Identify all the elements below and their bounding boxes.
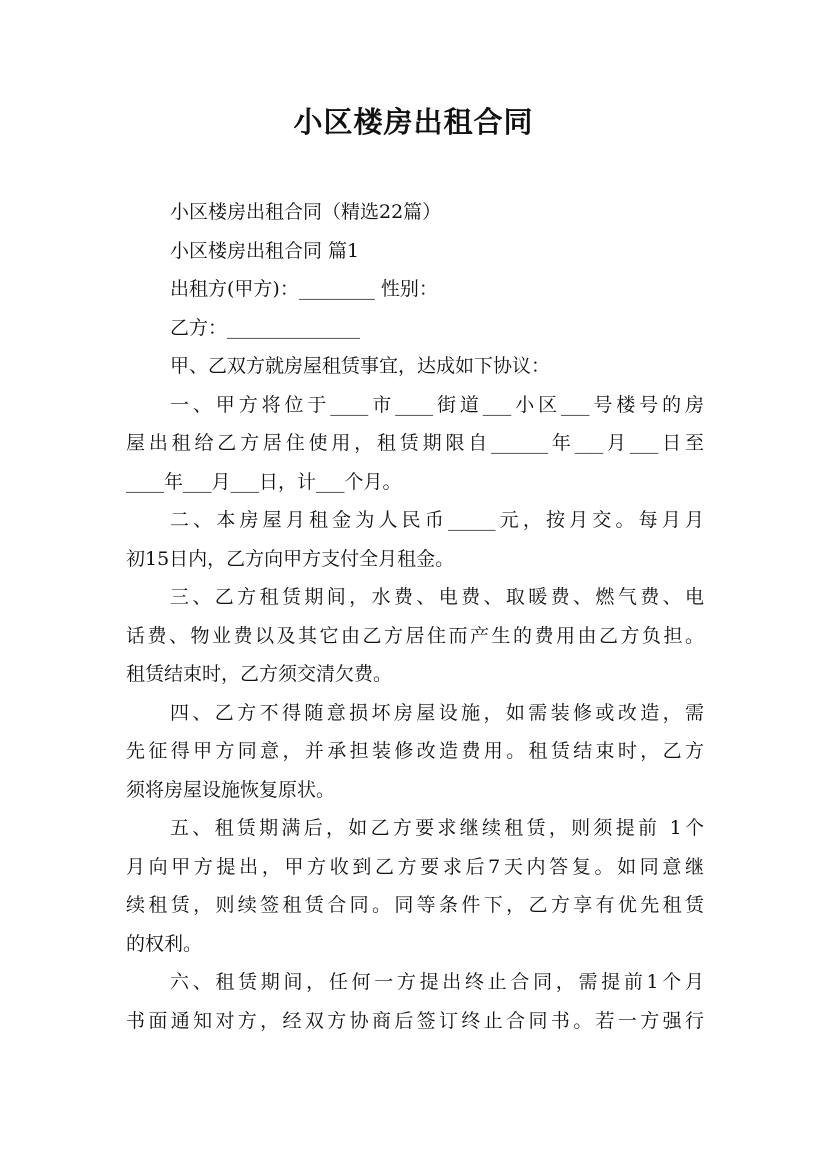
doc-line-clause-3-c: 租赁结束时，乙方须交清欠费。: [126, 663, 393, 685]
doc-line-clause-3-b: 话费、物业费以及其它由乙方居住而产生的费用由乙方负担。: [126, 624, 704, 647]
doc-line-clause-1-b: 屋出租给乙方居住使用，租赁期限自______年___月___日至: [126, 432, 704, 454]
doc-line-clause-4-a: 四、乙方不得随意损坏房屋设施，如需装修或改造，需: [170, 701, 704, 724]
doc-line-clause-5-b: 月向甲方提出，甲方收到乙方要求后7天内答复。如同意继: [126, 855, 704, 878]
doc-line-lessee: 乙方：______________: [170, 316, 361, 339]
doc-line-agreement-intro: 甲、乙双方就房屋租赁事宜，达成如下协议：: [170, 355, 551, 377]
doc-line-clause-3-a: 三、乙方租赁期间，水费、电费、取暖费、燃气费、电: [170, 586, 704, 608]
doc-line-clause-2-b: 初15日内，乙方向甲方支付全月租金。: [126, 547, 455, 570]
doc-line-clause-5-a: 五、租赁期满后，如乙方要求继续租赁，则须提前 1个: [170, 817, 704, 839]
doc-line-clause-4-b: 先征得甲方同意，并承担装修改造费用。租赁结束时，乙方: [126, 740, 704, 762]
document-title: 小区楼房出租合同: [293, 105, 534, 139]
doc-line-clause-2-a: 二、本房屋月租金为人民币_____元，按月交。每月月: [170, 509, 704, 531]
doc-line-clause-1-c: ____年___月___日，计___个月。: [126, 470, 402, 493]
doc-line-clause-1-a: 一、甲方将位于____市____街道___小区___号楼号的房: [170, 393, 704, 416]
doc-line-section-heading: 小区楼房出租合同 篇1: [170, 239, 360, 262]
doc-line-clause-6-b: 书面通知对方，经双方协商后签订终止合同书。若一方强行: [126, 1009, 704, 1032]
doc-line-clause-5-c: 续租赁，则续签租赁合同。同等条件下，乙方享有优先租赁: [126, 894, 704, 916]
doc-line-clause-5-d: 的权利。: [126, 932, 203, 955]
doc-line-subtitle: 小区楼房出租合同（精选22篇）: [170, 201, 442, 223]
doc-line-clause-4-c: 须将房屋设施恢复原状。: [126, 778, 336, 801]
document-body: [126, 193, 704, 1040]
doc-line-lessor: 出租方(甲方)：________ 性别：: [170, 278, 438, 300]
doc-line-clause-6-a: 六、租赁期间，任何一方提出终止合同，需提前1个月: [170, 971, 704, 993]
